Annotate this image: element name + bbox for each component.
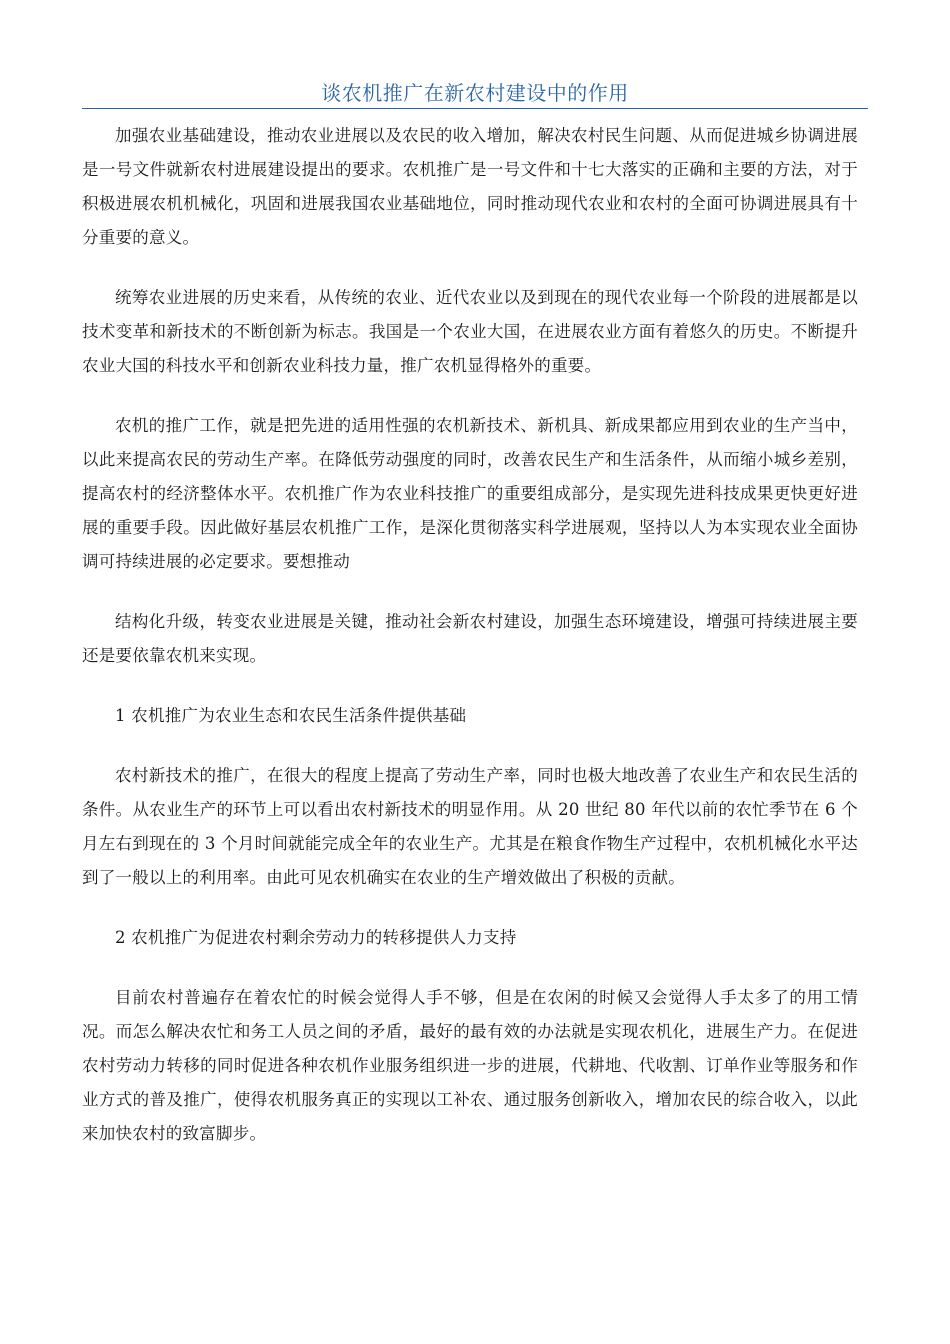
document-title: 谈农机推广在新农村建设中的作用 xyxy=(321,81,629,105)
document-body xyxy=(82,119,858,1177)
section-1-paragraph: 农村新技术的推广，在很大的程度上提高了劳动生产率，同时也极大地改善了农业生产和农民生活的条件。从农业生产的环节上可以看出农村新技术的明显作用。从 20 世纪 80 年代以前的农忙季节在 6 个月左右到现在的 3 个月时间就能完成全年的农业生产。尤其是在粮食作物生产过程中，农机机械化水平达到了一般以上的利用率。由此可见农机确实在农业的生产增效做出了积极的贡献。 xyxy=(82,766,858,887)
paragraph-4: 结构化升级，转变农业进展是关键，推动社会新农村建设，加强生态环境建设，增强可持续进展主要还是要依靠农机来实现。 xyxy=(82,612,858,665)
paragraph-3: 农机的推广工作，就是把先进的适用性强的农机新技术、新机具、新成果都应用到农业的生产当中，以此来提高农民的劳动生产率。在降低劳动强度的同时，改善农民生产和生活条件，从而缩小城乡差别，提高农村的经济整体水平。农机推广作为农业科技推广的重要组成部分，是实现先进科技成果更快更好进展的重要手段。因此做好基层农机推广工作，是深化贯彻落实科学进展观，坚持以人为本实现农业全面协调可持续进展的必定要求。要想推动 xyxy=(82,416,858,571)
paragraph-1: 加强农业基础建设，推动农业进展以及农民的收入增加，解决农村民生问题、从而促进城乡协调进展是一号文件就新农村进展建设提出的要求。农机推广是一号文件和十七大落实的正确和主要的方法，对于积极进展农机机械化，巩固和进展我国农业基础地位，同时推动现代农业和农村的全面可协调进展具有十分重要的意义。 xyxy=(82,126,858,247)
title-underline xyxy=(82,108,868,109)
section-2-paragraph: 目前农村普遍存在着农忙的时候会觉得人手不够，但是在农闲的时候又会觉得人手太多了的用工情况。而怎么解决农忙和务工人员之间的矛盾，最好的最有效的办法就是实现农机化，进展生产力。在促进农村劳动力转移的同时促进各种农机作业服务组织进一步的进展，代耕地、代收割、订单作业等服务和作业方式的普及推广，使得农机服务真正的实现以工补农、通过服务创新收入，增加农民的综合收入，以此来加快农村的致富脚步。 xyxy=(82,988,858,1143)
section-2-heading: 2 农机推广为促进农村剩余劳动力的转移提供人力支持 xyxy=(115,928,517,947)
section-1-heading: 1 农机推广为农业生态和农民生活条件提供基础 xyxy=(115,706,467,725)
paragraph-2: 统筹农业进展的历史来看，从传统的农业、近代农业以及到现在的现代农业每一个阶段的进展都是以技术变革和新技术的不断创新为标志。我国是一个农业大国，在进展农业方面有着悠久的历史。不断提升农业大国的科技水平和创新农业科技力量，推广农机显得格外的重要。 xyxy=(82,288,858,375)
